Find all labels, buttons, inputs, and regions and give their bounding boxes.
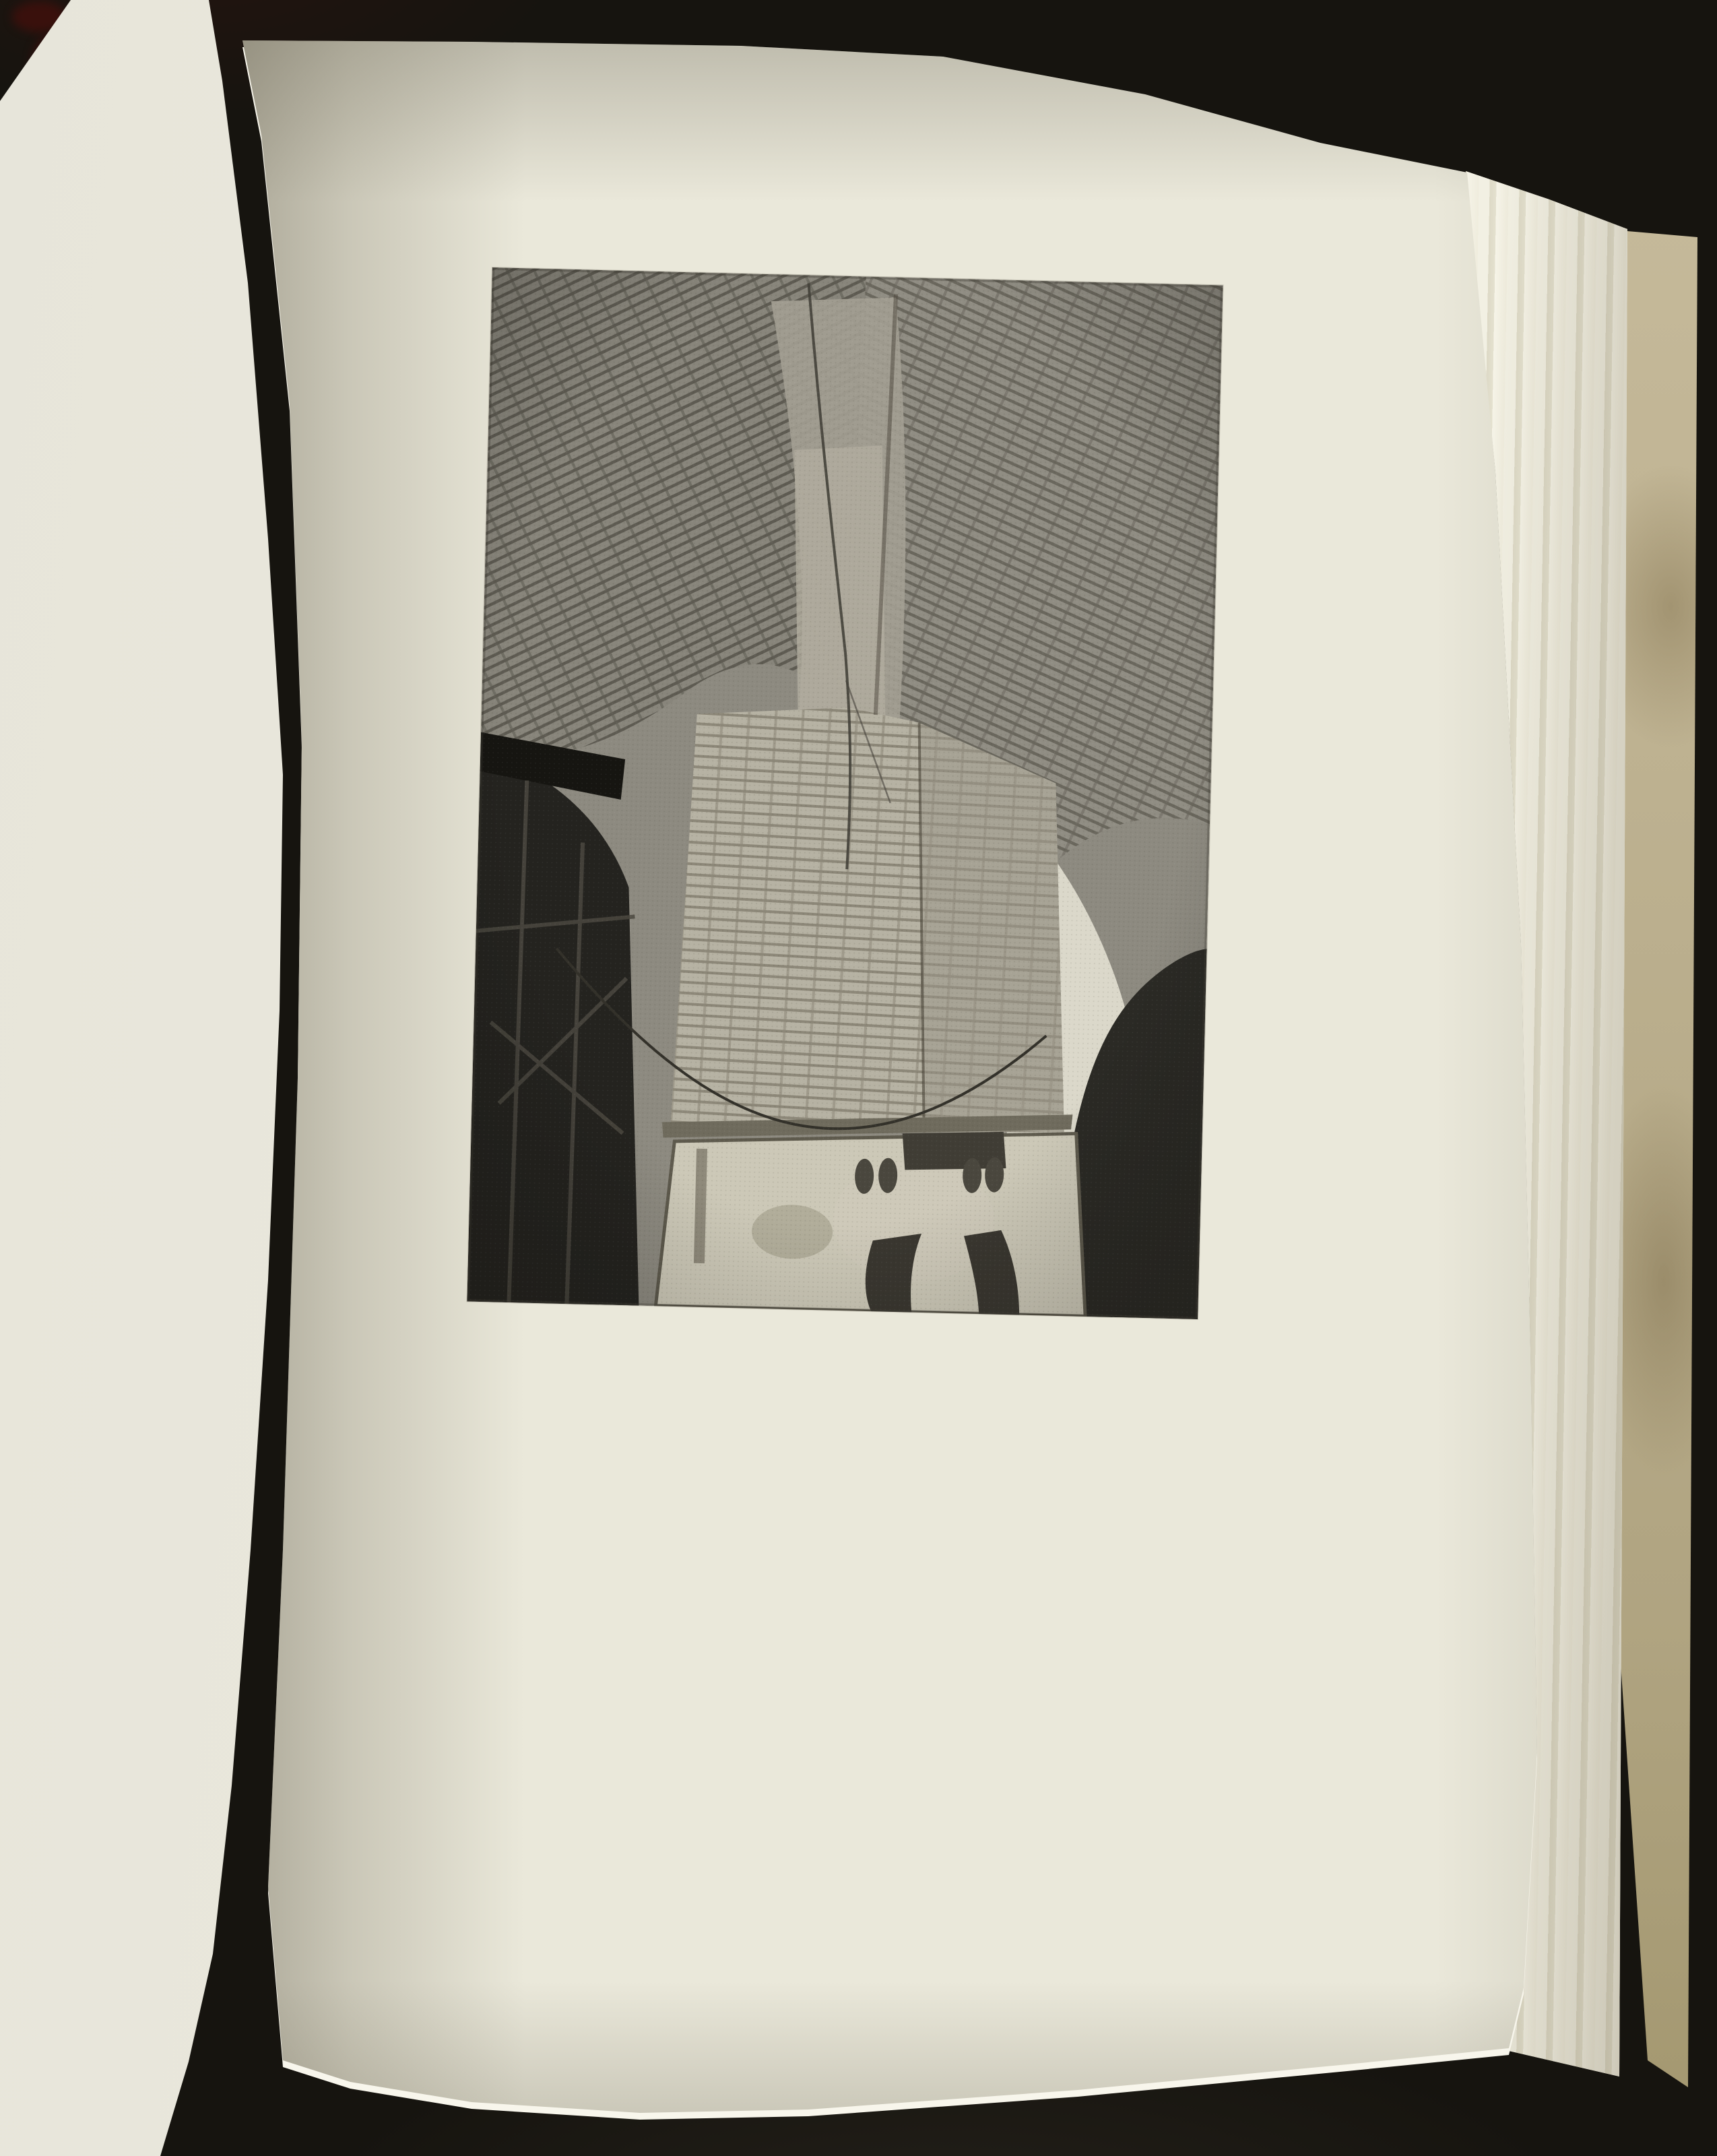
figure-photo bbox=[467, 267, 1223, 1319]
figure-photo-art bbox=[467, 267, 1223, 1319]
